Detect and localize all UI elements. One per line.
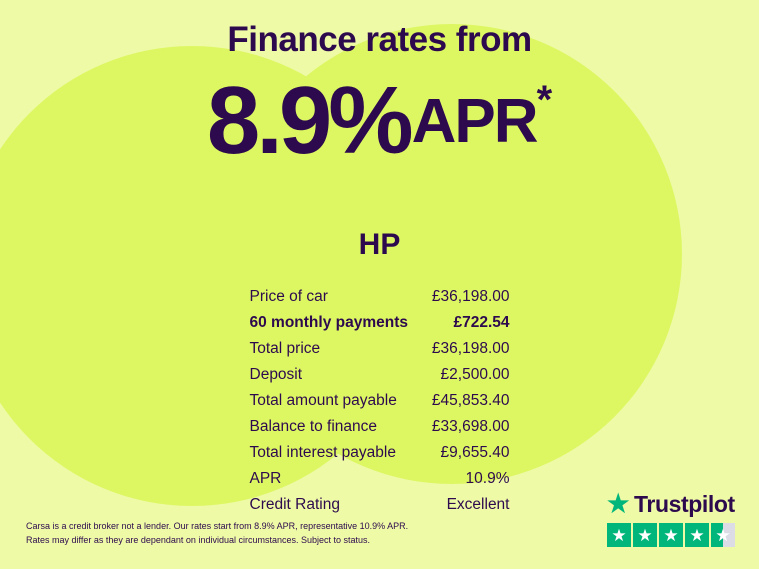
row-value: £9,655.40 <box>440 444 510 461</box>
row-label: Price of car <box>249 288 328 305</box>
trustpilot-widget <box>607 491 735 547</box>
row-value: 10.9% <box>465 470 510 487</box>
table-row <box>250 388 510 414</box>
row-label: Total price <box>249 340 321 357</box>
star-icon: ★ <box>685 523 709 547</box>
row-value: £33,698.00 <box>431 418 510 435</box>
table-row <box>250 310 510 336</box>
page-title: Finance rates from <box>227 20 532 59</box>
disclaimer-line-2: Rates may differ as they are dependant on individual circumstances. Subject to status. <box>26 534 371 545</box>
table-row <box>250 466 510 492</box>
star-icon: ★ <box>607 523 631 547</box>
trustpilot-star-icon: ★ <box>607 490 630 518</box>
row-value: £36,198.00 <box>431 288 510 305</box>
row-value: £2,500.00 <box>440 366 510 383</box>
row-label: 60 monthly payments <box>249 314 408 331</box>
disclaimer-line-1: Carsa is a credit broker not a lender. Our rates start from 8.9% APR, representative 10.9% APR. <box>26 521 409 531</box>
disclaimer-text <box>26 520 408 547</box>
table-row <box>250 440 510 466</box>
finance-breakdown-table <box>250 284 510 518</box>
row-value: Excellent <box>446 496 510 513</box>
row-label: Balance to finance <box>249 418 378 435</box>
trustpilot-logo <box>607 491 735 518</box>
rate-asterisk: * <box>536 78 553 122</box>
plan-title: HP <box>358 228 401 261</box>
table-row <box>250 414 510 440</box>
row-label: Deposit <box>249 366 303 383</box>
table-row <box>250 336 510 362</box>
row-value: £36,198.00 <box>431 340 510 357</box>
table-row <box>250 284 510 310</box>
row-value: £722.54 <box>453 314 510 331</box>
table-row <box>250 492 510 518</box>
rate-display <box>0 66 759 176</box>
rate-apr-label: APR <box>411 86 537 156</box>
trustpilot-rating-stars <box>607 523 735 547</box>
rate-percent: 8.9% <box>206 67 410 174</box>
row-value: £45,853.40 <box>431 392 510 409</box>
table-row <box>250 362 510 388</box>
star-icon: ★ <box>633 523 657 547</box>
row-label: APR <box>249 470 282 487</box>
row-label: Total amount payable <box>249 392 397 409</box>
star-half-icon: ★ <box>711 523 735 547</box>
star-icon: ★ <box>659 523 683 547</box>
trustpilot-name: Trustpilot <box>634 491 735 517</box>
row-label: Credit Rating <box>249 496 340 513</box>
row-label: Total interest payable <box>249 444 396 461</box>
